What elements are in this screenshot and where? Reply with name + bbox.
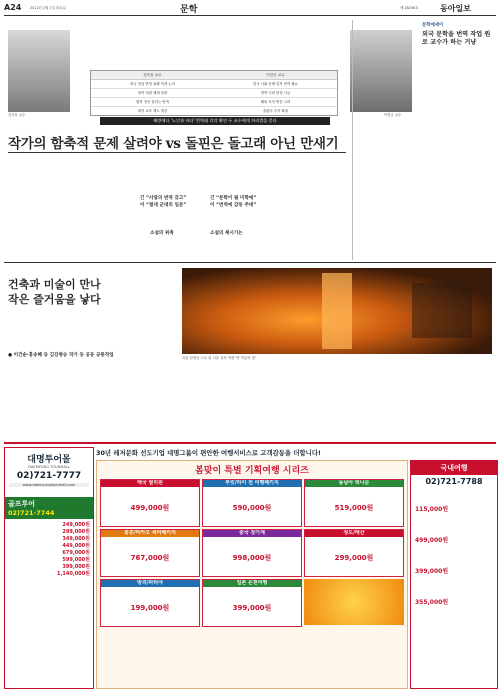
subhead: 긴 “사랑의 번역 갖고” xyxy=(140,196,187,201)
culture-photo-caption: 서울 삼청동 도로 위 서울 설치 작품 '반 여름의 빛' xyxy=(182,356,256,360)
intro-text xyxy=(90,24,340,64)
list-item: 홍콩/마카오 세미패키지 767,000원 xyxy=(100,529,200,577)
list-item: 1,140,000원 xyxy=(57,571,90,577)
list-item: 599,000원 xyxy=(62,557,90,563)
forum-col-2 xyxy=(72,158,132,256)
subhead: 긴 “문학이 될 미학에” xyxy=(210,196,257,201)
list-item: 299,000원 xyxy=(62,529,90,535)
list-item: 태국 필리핀 499,000원 xyxy=(100,479,200,527)
url: www.daemyungtourmall.com xyxy=(9,483,89,487)
culture-col-3 xyxy=(172,362,248,440)
date: 2012년 2월 7일 화요일 xyxy=(30,6,66,10)
sidebar-rule xyxy=(352,20,353,260)
list-item: 115,000원 xyxy=(415,506,449,513)
ad-banner: 30년 레저문화 선도기업 대명그룹이 편안한 여행서비스로 고객감동을 더합니다! xyxy=(96,449,321,457)
forum-headline: 작가의 함축적 문제 살려야 vs 돌핀은 돌고래 아닌 만새기 xyxy=(8,136,339,152)
list-item: 399,000원 xyxy=(415,568,449,575)
subhead: 이 “번역에 감동 주네” xyxy=(210,203,257,208)
culture-lede xyxy=(8,318,176,344)
list-item: 355,000원 xyxy=(415,599,449,606)
list-item: 249,000원 xyxy=(62,522,90,528)
center-grid xyxy=(97,476,407,630)
paper-number: 제 28256호 xyxy=(400,6,419,10)
subhead: 소설의 위축 xyxy=(150,231,174,236)
comparison-table xyxy=(90,70,338,116)
golf-banner xyxy=(5,497,93,519)
list-item: 부킷/하이 전 여행패키지 590,000원 xyxy=(202,479,302,527)
culture-col-2 xyxy=(90,362,166,440)
section-divider xyxy=(4,262,496,263)
culture-col-5 xyxy=(336,362,412,440)
list-item: 449,000원 xyxy=(62,543,90,549)
culture-headline-2: 작은 즐거움을 낳다 xyxy=(8,293,101,306)
right-price-list xyxy=(411,486,497,610)
ad-divider xyxy=(4,442,496,444)
center-title: 봄맞이 특별 기획여행 시리즈 xyxy=(195,466,309,476)
right-title: 국내여행 xyxy=(411,461,497,475)
phone: 02)721-7777 xyxy=(16,471,82,481)
table-row: 원작 정신 살리는 번역 해외 독자 반응 고려 xyxy=(91,98,337,107)
golf-phone: 02)721-7744 xyxy=(8,509,55,517)
forum-col-1 xyxy=(8,158,68,256)
brand-logo: 대명투어몰 xyxy=(27,455,71,465)
page-number: A24 xyxy=(4,3,22,12)
list-item: 499,000원 xyxy=(415,537,449,544)
culture-headline-1: 건축과 미술이 만나 xyxy=(8,278,101,291)
brand-logo-en: DAEMYUNG TOURMALL xyxy=(28,465,70,469)
headline-rule xyxy=(8,152,346,153)
portrait-right xyxy=(350,30,412,112)
sidebar-body xyxy=(422,52,494,252)
list-item: 349,000원 xyxy=(62,536,90,542)
portrait-left-caption: 김욱동 교수 xyxy=(8,113,26,117)
sidebar-label: 문학에세이 xyxy=(422,23,444,28)
subhead: 이 “절대 군대의 일본” xyxy=(140,203,187,208)
subhead: 소설의 제시기는 xyxy=(210,231,243,236)
table-row: 외국 현실 반영 위해 학계 논의 한국 사회 문제 밀착 번역 필요 xyxy=(91,80,337,89)
ad-right xyxy=(410,460,498,689)
header-rule xyxy=(4,15,496,16)
culture-col-6 xyxy=(418,362,492,440)
portrait-left xyxy=(8,30,70,112)
decoration xyxy=(304,579,404,625)
list-item: 중국 장가계 998,000원 xyxy=(202,529,302,577)
table-row: 창작 지원 체계 강화 번역 인력 양성 시급 xyxy=(91,89,337,98)
list-item: 399,000원 xyxy=(62,564,90,570)
table-row: 대학 교육 제도 개선 출판사 투자 확대 xyxy=(137,109,289,113)
list-item: 청도/태산 299,000원 xyxy=(304,529,404,577)
forum-banner: 해방에다 '노인과 바다' 번역돼 각각 확연 두 교수에게 처리법을 묻다 xyxy=(100,117,330,125)
sidebar-title: 외국 문학을 번역 작업 원로 교수가 하는 거냥 xyxy=(422,31,491,46)
culture-col-4 xyxy=(254,362,330,440)
culture-col-1 xyxy=(8,362,84,440)
golf-title: 골프투어 xyxy=(8,500,36,508)
list-item: 일본 온천여행 399,000원 xyxy=(202,579,302,627)
culture-photo xyxy=(182,268,492,354)
right-phone: 02)721-7788 xyxy=(425,477,483,486)
forum-col-5 xyxy=(276,158,346,256)
paper-name: 동아일보 xyxy=(440,3,471,13)
portrait-right-caption: 이찬규 교수 xyxy=(384,113,402,117)
list-item: 679,000원 xyxy=(62,550,90,556)
list-item: 동남아 허니문 519,000원 xyxy=(304,479,404,527)
price-list xyxy=(5,519,93,579)
list-item: 방콕/파타야 199,000원 xyxy=(100,579,200,627)
table-row: 김욱동 교수 이찬규 교수 xyxy=(91,71,337,80)
ad-left xyxy=(4,447,94,689)
ad-center xyxy=(96,460,408,689)
section-title: 문학 xyxy=(180,5,198,15)
culture-byline: ● 이건순·홍송혜 등 김강병승 작가 등 공동 공통작업 xyxy=(8,353,114,358)
